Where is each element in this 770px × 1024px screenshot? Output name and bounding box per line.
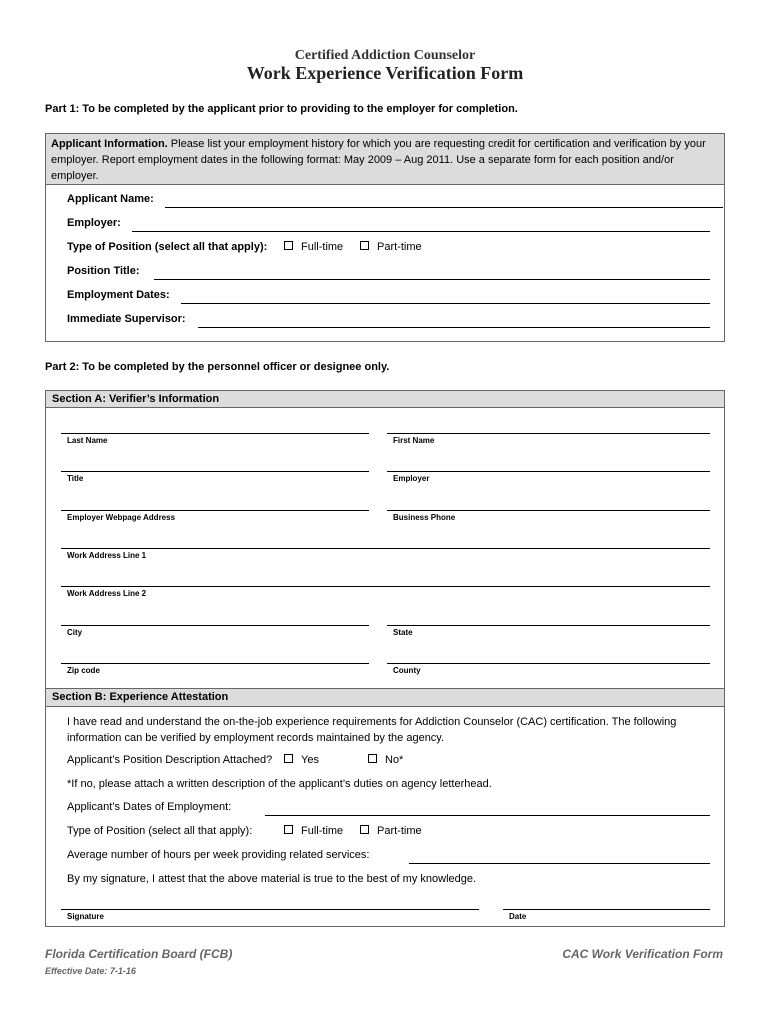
county-field[interactable]	[387, 663, 710, 664]
no-checkbox[interactable]	[368, 754, 377, 763]
webpage-label: Employer Webpage Address	[67, 513, 176, 522]
yes-label: Yes	[301, 754, 319, 766]
full-time-label: Full-time	[301, 241, 344, 253]
footer-effective-date: Effective Date: 7-1-16	[45, 966, 136, 976]
signature-label: Signature	[67, 912, 104, 921]
b-full-time-option[interactable]	[284, 825, 343, 837]
address-line2-field[interactable]	[61, 586, 710, 587]
b-part-time-option[interactable]	[360, 825, 422, 837]
b-part-time-label: Part-time	[377, 825, 422, 837]
applicant-name-field[interactable]	[165, 207, 723, 208]
employer-field[interactable]	[132, 231, 710, 232]
avg-hours-field[interactable]	[409, 863, 710, 864]
state-label: State	[393, 628, 413, 637]
first-name-label: First Name	[393, 436, 435, 445]
first-name-field[interactable]	[387, 433, 710, 434]
verifier-employer-field[interactable]	[387, 471, 710, 472]
type-of-position-label: Type of Position (select all that apply):	[67, 241, 268, 253]
city-label: City	[67, 628, 83, 637]
yes-checkbox[interactable]	[284, 754, 293, 763]
attestation-statement: I have read and understand the on-the-job experience requirements for Addiction Counselor (CAC) certification. The following information can be verified by employment records maintained by the agency.	[67, 716, 677, 744]
address-line1-label: Work Address Line 1	[67, 551, 147, 560]
webpage-field[interactable]	[61, 510, 369, 511]
form-subtitle: Certified Addiction Counselor	[294, 48, 476, 63]
avg-hours-label: Average number of hours per week providing related services:	[67, 849, 370, 861]
zip-field[interactable]	[61, 663, 369, 664]
applicant-name-label: Applicant Name:	[67, 193, 154, 205]
part-time-checkbox[interactable]	[360, 241, 369, 250]
part-time-option[interactable]	[360, 241, 422, 253]
b-full-time-checkbox[interactable]	[284, 825, 293, 834]
section-a-header	[46, 391, 724, 408]
address-line2-label: Work Address Line 2	[67, 589, 147, 598]
full-time-checkbox[interactable]	[284, 241, 293, 250]
position-title-field[interactable]	[154, 279, 710, 280]
title-field[interactable]	[61, 471, 369, 472]
section-a-title: Section A: Verifier’s Information	[52, 393, 220, 405]
position-title-label: Position Title:	[67, 265, 140, 277]
dates-of-employment-field[interactable]	[265, 815, 710, 816]
verifier-employer-label: Employer	[393, 474, 430, 483]
zip-label: Zip code	[67, 666, 100, 675]
b-part-time-checkbox[interactable]	[360, 825, 369, 834]
section-a-box	[45, 390, 725, 690]
dates-of-employment-label: Applicant’s Dates of Employment:	[67, 801, 232, 813]
city-field[interactable]	[61, 625, 369, 626]
business-phone-field[interactable]	[387, 510, 710, 511]
employer-label: Employer:	[67, 217, 121, 229]
date-label: Date	[509, 912, 527, 921]
footer-form-name: CAC Work Verification Form	[562, 947, 723, 961]
applicant-information-intro	[46, 134, 724, 185]
immediate-supervisor-field[interactable]	[198, 327, 710, 328]
last-name-field[interactable]	[61, 433, 369, 434]
if-no-note: *If no, please attach a written description of the applicant’s duties on agency letterhead.	[67, 778, 492, 790]
date-field[interactable]	[503, 909, 710, 910]
yes-option[interactable]	[284, 754, 319, 766]
employment-dates-label: Employment Dates:	[67, 289, 170, 301]
full-time-option[interactable]	[284, 241, 343, 253]
position-description-label: Applicant’s Position Description Attached?	[67, 754, 273, 766]
state-field[interactable]	[387, 625, 710, 626]
no-option[interactable]	[368, 754, 403, 766]
signature-field[interactable]	[61, 909, 479, 910]
b-type-of-position-label: Type of Position (select all that apply):	[67, 825, 253, 837]
applicant-information-box	[45, 133, 725, 342]
section-b-box	[45, 688, 725, 927]
section-b-title: Section B: Experience Attestation	[52, 691, 229, 703]
immediate-supervisor-label: Immediate Supervisor:	[67, 313, 186, 325]
employment-dates-field[interactable]	[181, 303, 710, 304]
b-full-time-label: Full-time	[301, 825, 344, 837]
part1-heading: Part 1: To be completed by the applicant prior to providing to the employer for completion.	[45, 103, 518, 115]
part2-heading: Part 2: To be completed by the personnel officer or designee only.	[45, 361, 390, 373]
section-b-header	[46, 688, 724, 707]
form-title: Work Experience Verification Form	[246, 63, 524, 83]
last-name-label: Last Name	[67, 436, 108, 445]
footer-organization: Florida Certification Board (FCB)	[45, 947, 233, 961]
intro-text: Please list your employment history for which you are requesting credit for certification and verification by your employer. Report employment dates in the following format: May 2009 – Aug 2011. Use a separate form for each position and/or employer.	[51, 138, 706, 182]
intro-bold-label: Applicant Information.	[51, 138, 168, 150]
attest-statement: By my signature, I attest that the above material is true to the best of my knowledge.	[67, 873, 477, 885]
part-time-label: Part-time	[377, 241, 422, 253]
business-phone-label: Business Phone	[393, 513, 456, 522]
address-line1-field[interactable]	[61, 548, 710, 549]
title-label: Title	[67, 474, 84, 483]
no-label: No*	[385, 754, 404, 766]
county-label: County	[393, 666, 421, 675]
